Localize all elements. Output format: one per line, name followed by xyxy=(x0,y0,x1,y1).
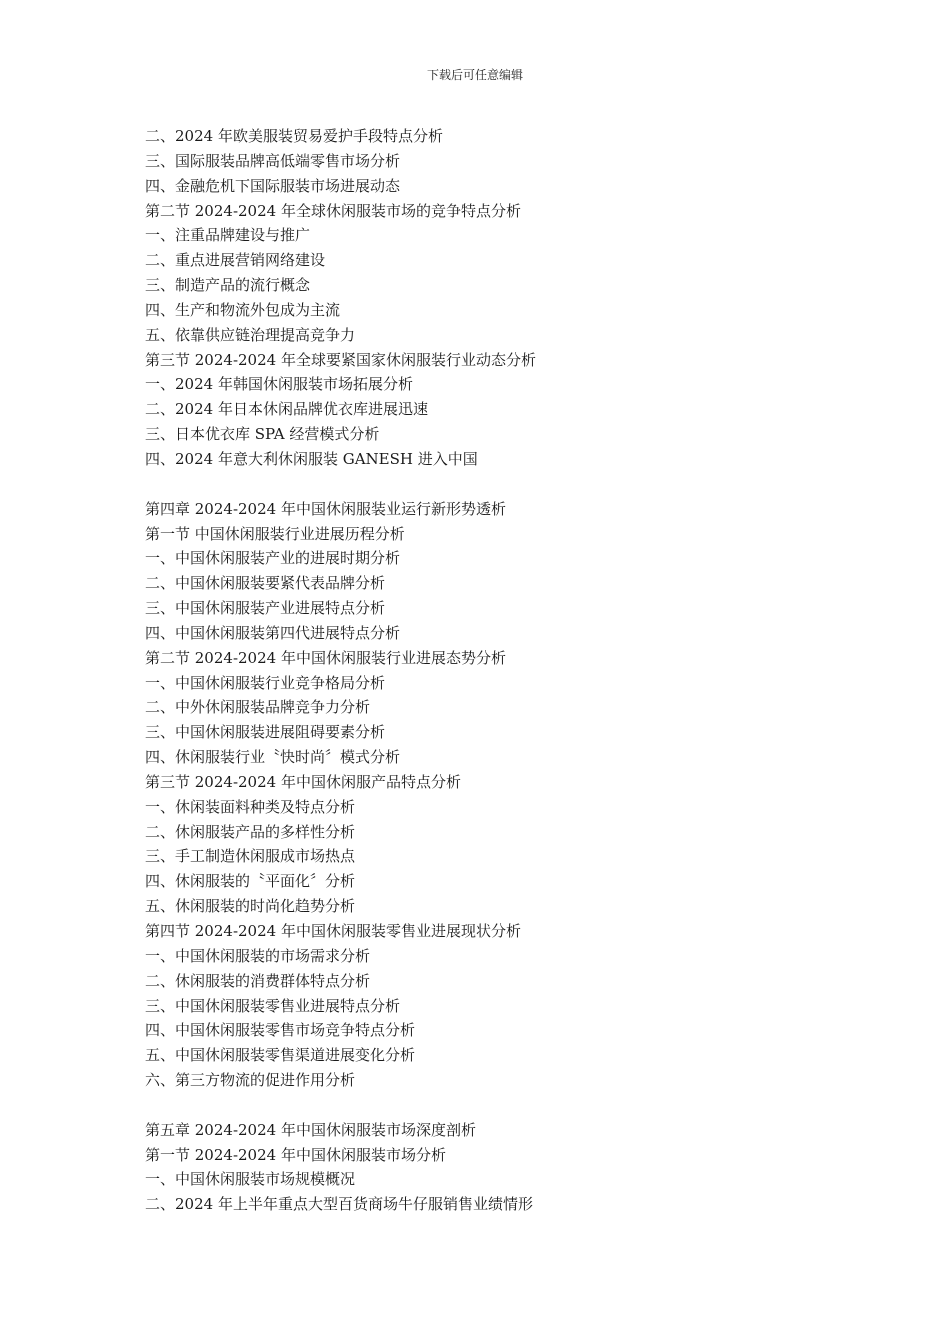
toc-line: 三、中国休闲服装进展阻碍要素分析 xyxy=(145,723,386,742)
toc-line: 四、休闲服装行业〝快时尚〞模式分析 xyxy=(145,748,401,767)
toc-line: 三、国际服装品牌高低端零售市场分析 xyxy=(145,151,401,170)
toc-line: 一、中国休闲服装行业竞争格局分析 xyxy=(145,673,386,692)
toc-line: 二、2024 年上半年重点大型百货商场牛仔服销售业绩情形 xyxy=(145,1195,533,1214)
toc-line: 五、依靠供应链治理提高竞争力 xyxy=(145,325,356,344)
toc-line: 四、2024 年意大利休闲服装 GANESH 进入中国 xyxy=(145,449,478,468)
toc-line: 一、2024 年韩国休闲服装市场拓展分析 xyxy=(145,375,413,394)
toc-line: 三、中国休闲服装产业进展特点分析 xyxy=(145,599,386,618)
toc-chapter-heading: 第五章 2024-2024 年中国休闲服装市场深度剖析 xyxy=(145,1120,476,1139)
toc-section-heading: 第二节 2024-2024 年中国休闲服装行业进展态势分析 xyxy=(145,648,506,667)
toc-line: 一、中国休闲服装产业的进展时期分析 xyxy=(145,549,401,568)
toc-line: 四、金融危机下国际服装市场进展动态 xyxy=(145,176,401,195)
toc-section-heading: 第三节 2024-2024 年全球要紧国家休闲服装行业动态分析 xyxy=(145,350,536,369)
toc-line: 四、中国休闲服装第四代进展特点分析 xyxy=(145,623,401,642)
toc-section-heading: 第一节 中国休闲服装行业进展历程分析 xyxy=(145,524,405,543)
toc-section-heading: 第三节 2024-2024 年中国休闲服产品特点分析 xyxy=(145,772,461,791)
toc-line: 二、休闲服装产品的多样性分析 xyxy=(145,822,356,841)
blank-line xyxy=(145,472,845,497)
toc-line: 一、注重品牌建设与推广 xyxy=(145,226,311,245)
toc-line: 五、中国休闲服装零售渠道进展变化分析 xyxy=(145,1046,416,1065)
toc-content xyxy=(145,124,845,1217)
toc-line: 三、制造产品的流行概念 xyxy=(145,276,311,295)
toc-line: 二、中国休闲服装要紧代表品牌分析 xyxy=(145,574,386,593)
toc-line: 三、日本优衣库 SPA 经营模式分析 xyxy=(145,425,380,444)
page-header: 下载后可任意编辑 xyxy=(426,68,523,82)
toc-section-heading: 第一节 2024-2024 年中国休闲服装市场分析 xyxy=(145,1145,446,1164)
toc-chapter-heading: 第四章 2024-2024 年中国休闲服装业运行新形势透析 xyxy=(145,499,506,518)
toc-line: 四、中国休闲服装零售市场竞争特点分析 xyxy=(145,1021,416,1040)
toc-line: 一、中国休闲服装的市场需求分析 xyxy=(145,946,371,965)
toc-section-heading: 第二节 2024-2024 年全球休闲服装市场的竞争特点分析 xyxy=(145,201,521,220)
toc-line: 二、2024 年欧美服装贸易爱护手段特点分析 xyxy=(145,127,443,145)
toc-line: 一、中国休闲服装市场规模概况 xyxy=(145,1170,356,1189)
toc-line: 二、中外休闲服装品牌竞争力分析 xyxy=(145,698,371,717)
toc-line: 三、中国休闲服装零售业进展特点分析 xyxy=(145,996,401,1015)
toc-line: 二、重点进展营销网络建设 xyxy=(145,251,326,270)
toc-line: 二、休闲服装的消费群体特点分析 xyxy=(145,971,371,990)
blank-line xyxy=(145,1093,845,1118)
toc-line: 六、第三方物流的促进作用分析 xyxy=(145,1071,356,1090)
toc-section-heading: 第四节 2024-2024 年中国休闲服装零售业进展现状分析 xyxy=(145,922,521,940)
toc-line: 二、2024 年日本休闲品牌优衣库进展迅速 xyxy=(145,400,428,419)
toc-line: 四、休闲服装的〝平面化〞分析 xyxy=(145,872,356,891)
toc-line: 四、生产和物流外包成为主流 xyxy=(145,300,341,319)
toc-line: 三、手工制造休闲服成市场热点 xyxy=(145,847,356,866)
toc-line: 五、休闲服装的时尚化趋势分析 xyxy=(145,897,356,916)
toc-line: 一、休闲装面料种类及特点分析 xyxy=(145,797,356,816)
